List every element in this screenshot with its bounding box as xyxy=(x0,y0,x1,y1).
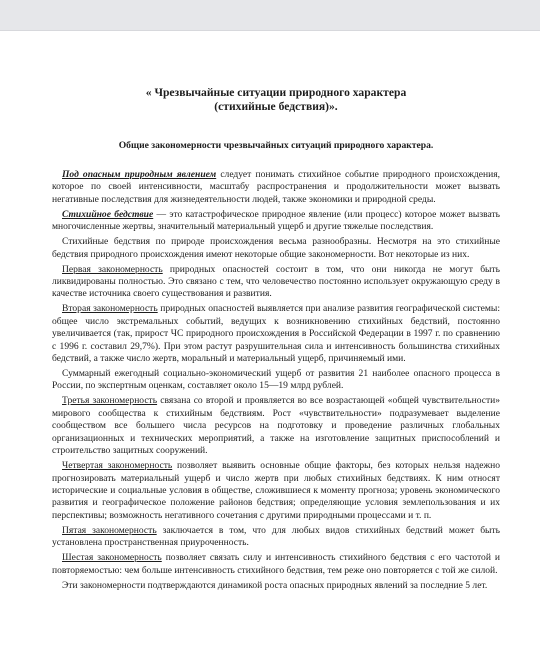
paragraph-text: позволяет связать силу и интенсивность стихийного бедствия с его частотой и повторяемостью: чем больше интенсивность стихийного бедствия, тем реже оно повторяется с той же силой. xyxy=(52,552,500,576)
paragraph-law-6 xyxy=(52,552,500,577)
paragraph-text: природных опасностей выявляется при анализе развития географической системы: общее число экстремальных событий, ведущих к возникновению стихийных бедствий, постоянно увеличивается (так, прирост ЧС природного происхождения в Российской Федерации в 1997 г. по сравнению с 1996 г. составил 29,7%). При этом растут разрушительная сила и интенсивность большинства стихийных бедствий, а также число жертв, моральный и материальный ущерб, причиняемый ими. xyxy=(52,303,500,365)
paragraph-intro: Стихийные бедствия по природе происхождения весьма разнообразны. Несмотря на это стихийные бедствия природного происхождения имеют некоторые общие закономерности. Вот некоторые из них. xyxy=(52,236,500,260)
paragraph-disaster-definition xyxy=(52,209,500,234)
viewer-top-bar xyxy=(0,0,540,31)
paragraph-law-2 xyxy=(52,303,500,365)
title-line-2: (стихийные бедствия)». xyxy=(214,100,338,113)
law-4-label: Четвертая закономерность xyxy=(62,460,173,472)
paragraph-law-3 xyxy=(52,395,500,457)
term-hazard: Под опасным природным явлением xyxy=(62,169,217,180)
law-6-label: Шестая закономерность xyxy=(62,552,162,564)
paragraph-hazard-definition xyxy=(52,169,500,206)
paragraph-law-5 xyxy=(52,525,500,550)
paragraph-text: заключается в том, что для любых видов стихийных бедствий может быть установлена пространственная приуроченность. xyxy=(52,524,500,549)
law-3-label: Третья закономерность xyxy=(62,395,158,407)
document-title xyxy=(52,86,500,114)
law-5-label: Пятая закономерность xyxy=(62,524,157,536)
paragraph-law-4 xyxy=(52,460,500,522)
document-page xyxy=(0,31,540,668)
paragraph-conclusion: Эти закономерности подтверждаются динамикой роста опасных природных явлений за последние 5 лет. xyxy=(62,579,488,591)
law-1-label: Первая закономерность xyxy=(62,263,163,275)
paragraph-law-1 xyxy=(52,264,500,301)
paragraph-text: природных опасностей состоит в том, что они никогда не могут быть ликвидированы полностью. Это связано с тем, что человечество постоянно использует окружающую среду в качестве источника своего существования и развития. xyxy=(52,263,500,300)
term-disaster: Стихийное бедствие xyxy=(62,208,154,220)
title-line-1: « Чрезвычайные ситуации природного характера xyxy=(145,86,407,99)
paragraph-text: связана со второй и проявляется во все возрастающей «общей чувствительности» мирового сообщества к стихийным бедствиям. Рост «чувствительности» подразумевает выделение сообществом все большего числа ресурсов на подготовку и проведение различных глобальных организационных и технических мероприятий, а также на изготовление защитных приспособлений и строительство защитных сооружений. xyxy=(52,395,500,457)
paragraph-damage: Суммарный ежегодный социально-экономический ущерб от развития 21 наиболее опасного процесса в России, по экспертным оценкам, составляет около 15—19 млрд рублей. xyxy=(52,368,500,392)
paragraph-text: позволяет выявить основные общие факторы, без которых нельзя надежно прогнозировать материальный ущерб и число жертв при любых стихийных бедствиях. К ним относят исторические и социальные условия в обществе, сложившиеся к моменту прогноза; уровень экономического развития и географическое положение районов бедствия; определяющие условия землепользования и их перспективы; возможность негативного сочетания с другими природными процессами и т. п. xyxy=(52,460,500,521)
document-subtitle: Общие закономерности чрезвычайных ситуаций природного характера. xyxy=(118,140,434,151)
law-2-label: Вторая закономерность xyxy=(62,303,158,315)
paragraph-text: — это катастрофическое природное явление (или процесс) которое может вызвать многочисленные жертвы, значительный материальный ущерб и другие тяжелые последствия. xyxy=(52,208,500,233)
paragraph-text: следует понимать стихийное событие природного происхождения, которое по своей интенсивности, масштабу распространения и продолжительности может вызвать негативные последствия для жизнедеятельности людей, также экономики и природной среды. xyxy=(52,169,501,205)
document-body xyxy=(52,86,500,595)
